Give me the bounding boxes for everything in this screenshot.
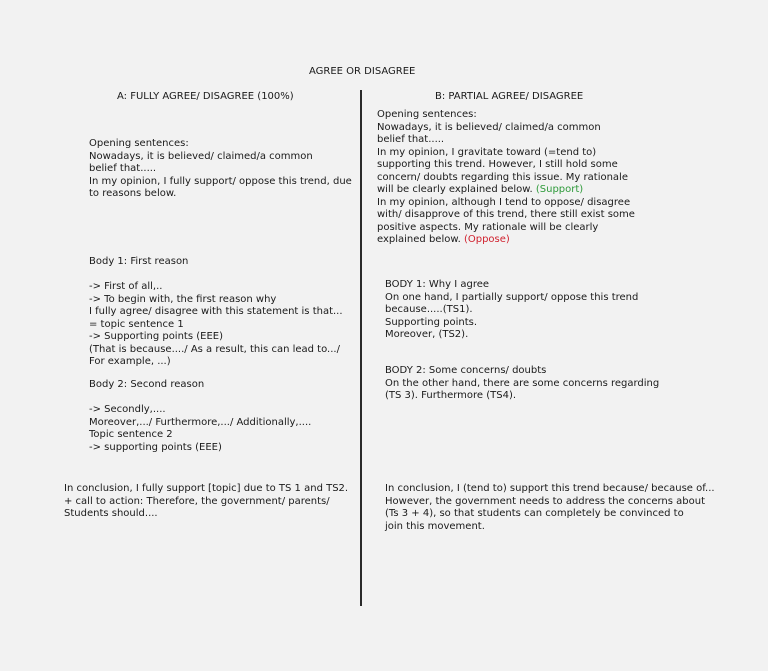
left-conclusion-block [64,483,348,521]
left-opening-line: to reasons below. [89,188,177,199]
left-body1-title: Body 1: First reason [89,256,189,267]
left-body1-line: -> To begin with, the first reason why [89,293,277,305]
right-opening-line: positive aspects. My rationale will be clearly [377,221,599,233]
left-body1-line: -> Supporting points (EEE) [89,331,223,342]
right-opening-text: explained below. [377,234,464,245]
right-conclusion-line: In conclusion, I (tend to) support this trend because/ because of... [385,483,715,494]
support-tag: (Support) [535,184,584,195]
left-opening-block [89,138,352,201]
left-body2-line: -> Secondly,.... [89,404,166,415]
right-body2-line: BODY 2: Some concerns/ doubts [385,365,547,376]
left-conclusion-line: + call to action: Therefore, the government/ parents/ [64,495,330,507]
left-body2-line: Moreover,.../ Furthermore,.../ Additionally,.... [89,416,312,428]
left-body2-block [89,404,311,454]
left-body1-line: I fully agree/ disagree with this statement is that... [89,306,343,317]
page-title: AGREE OR DISAGREE [309,66,416,77]
right-body2-line: On the other hand, there are some concerns regarding [385,377,660,389]
right-body1-line: because.....(TS1). [385,304,473,315]
oppose-tag: (Oppose) [463,234,510,245]
column-divider [360,90,362,606]
right-opening-line: concern/ doubts regarding this issue. My rationale [377,171,628,183]
right-conclusion-line: However, the government needs to address the concerns about [385,495,706,507]
left-conclusion-line: Students should.... [64,508,158,519]
right-body1-line: Moreover, (TS2). [385,329,469,340]
right-body2-line: (TS 3). Furthermore (TS4). [385,390,517,401]
right-body1-block [385,279,638,342]
left-opening-line: In my opinion, I fully support/ oppose this trend, due [89,175,352,187]
left-body2-line: Topic sentence 2 [89,429,173,440]
right-opening-line: Nowadays, it is believed/ claimed/a common [377,121,601,133]
left-opening-line: Opening sentences: [89,138,189,149]
right-opening-line: belief that..... [377,134,445,145]
left-opening-line: Nowadays, it is believed/ claimed/a common [89,150,313,162]
left-body1-line: -> First of all,.. [89,281,163,292]
right-conclusion-block [385,483,715,533]
left-conclusion-line: In conclusion, I fully support [topic] due to TS 1 and TS2. [64,483,349,494]
right-opening-line: supporting this trend. However, I still hold some [377,159,618,170]
right-body1-line: Supporting points. [385,316,478,328]
left-body1-line: = topic sentence 1 [89,318,184,330]
left-body1-block [89,281,343,369]
right-opening-line: Opening sentences: [377,109,477,120]
right-conclusion-line: (Ts 3 + 4), so that students can completely be convinced to [385,508,684,519]
right-body1-line: BODY 1: Why I agree [385,279,490,290]
left-body1-line: (That is because..../ As a result, this can lead to.../ [89,343,340,355]
right-body2-block [385,365,659,403]
right-conclusion-line: join this movement. [385,520,485,532]
right-opening-line: with/ disapprove of this trend, there still exist some [377,209,635,220]
left-body2-line: -> supporting points (EEE) [89,441,222,453]
right-body1-line: On one hand, I partially support/ oppose this trend [385,291,639,303]
right-opening-line: In my opinion, I gravitate toward (=tend to) [377,146,597,158]
right-opening-line [377,184,635,197]
right-opening-line: In my opinion, although I tend to oppose/ disagree [377,196,631,208]
left-opening-line: belief that..... [89,163,157,174]
right-opening-line [377,234,635,247]
left-column-heading: A: FULLY AGREE/ DISAGREE (100%) [117,91,294,102]
left-body1-line: For example, ...) [89,356,171,367]
left-body2-title: Body 2: Second reason [89,379,205,390]
right-opening-block [377,109,635,247]
right-column-heading: B: PARTIAL AGREE/ DISAGREE [435,91,584,102]
right-opening-text: will be clearly explained below. [377,184,536,195]
